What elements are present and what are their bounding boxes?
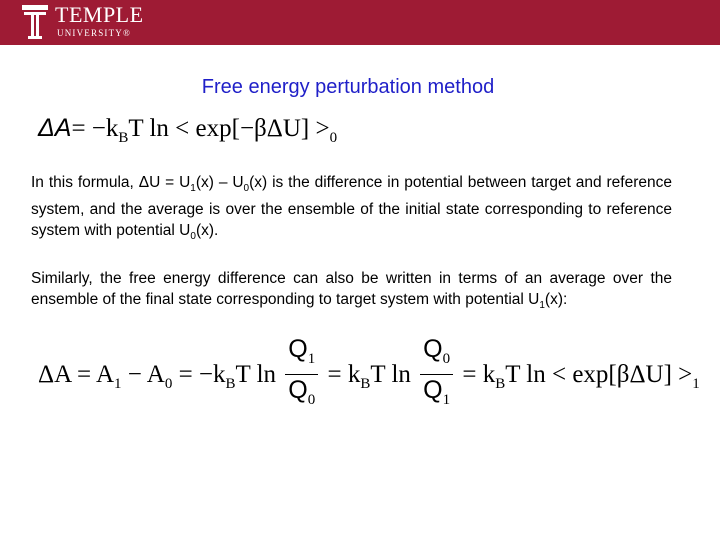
frac1-den-sub: 0 (307, 392, 316, 408)
eq2-part-5: = k (321, 361, 361, 389)
frac2-num: Q (423, 335, 443, 363)
frac1-num-sub: 1 (307, 351, 316, 367)
eq2-sub-2: 0 (164, 376, 173, 393)
slide-title: Free energy perturbation method (201, 76, 495, 98)
eq2-sub-end: 1 (692, 376, 700, 393)
logo-name: TEMPLE (55, 2, 144, 27)
p1-text-1: In this formula, ΔU = U (31, 174, 191, 191)
frac1-num: Q (288, 335, 308, 363)
paragraph-explanation (31, 172, 672, 247)
paragraph-similarly (31, 268, 672, 316)
p1-text-4: (x). (195, 222, 219, 240)
frac2-den-sub: 1 (442, 392, 451, 408)
eq2-sub-b1: B (225, 376, 236, 393)
eq2-part-4: T ln (235, 361, 277, 389)
eq2-part-3: = −k (172, 361, 226, 389)
equation-fep-reverse (38, 336, 700, 406)
eq1-lhs: ΔA (38, 114, 72, 142)
eq2-part-1: ΔA = A (38, 361, 115, 389)
eq2-fraction-1 (285, 334, 318, 415)
p2-sub-1: 1 (539, 300, 545, 312)
p2-text-2: (x): (544, 291, 568, 308)
frac2-den: Q (423, 376, 443, 404)
p1-text-3: (x) is the difference in potential between target and reference system, and the average is over the ensemble of the initial state corresponding to reference system with potential U (31, 174, 672, 240)
p1-sub-3: 0 (190, 231, 196, 243)
p1-text-2: (x) – U (195, 174, 244, 191)
eq1-rhs-prefix: = −k (71, 115, 119, 142)
header-bar (0, 0, 720, 45)
p1-sub-1: 1 (190, 183, 196, 195)
frac2-num-sub: 0 (442, 351, 451, 367)
eq2-fraction-2 (420, 334, 453, 415)
eq1-rhs-main: T ln < exp[−βΔU] > (128, 115, 330, 142)
p1-sub-2: 0 (243, 183, 250, 195)
eq1-sub-end: 0 (329, 130, 338, 146)
eq2-sub-b3: B (495, 376, 506, 393)
eq2-sub-1: 1 (114, 376, 122, 393)
eq2-part-7: = k (456, 361, 496, 389)
logo-subtitle: UNIVERSITY® (57, 28, 132, 38)
eq2-sub-b2: B (360, 376, 371, 393)
frac1-den: Q (288, 376, 308, 404)
temple-t-logo-icon (22, 5, 48, 39)
equation-fep-forward (38, 114, 337, 147)
p2-text-1: Similarly, the free energy difference can also be written in terms of an average over the ensemble of the final state corresponding to target system with potential U (31, 270, 672, 308)
eq2-part-8: T ln < exp[βΔU] > (505, 361, 693, 389)
eq1-sub-b: B (118, 130, 129, 146)
eq2-part-6: T ln (370, 361, 411, 389)
eq2-part-2: − A (121, 361, 165, 389)
